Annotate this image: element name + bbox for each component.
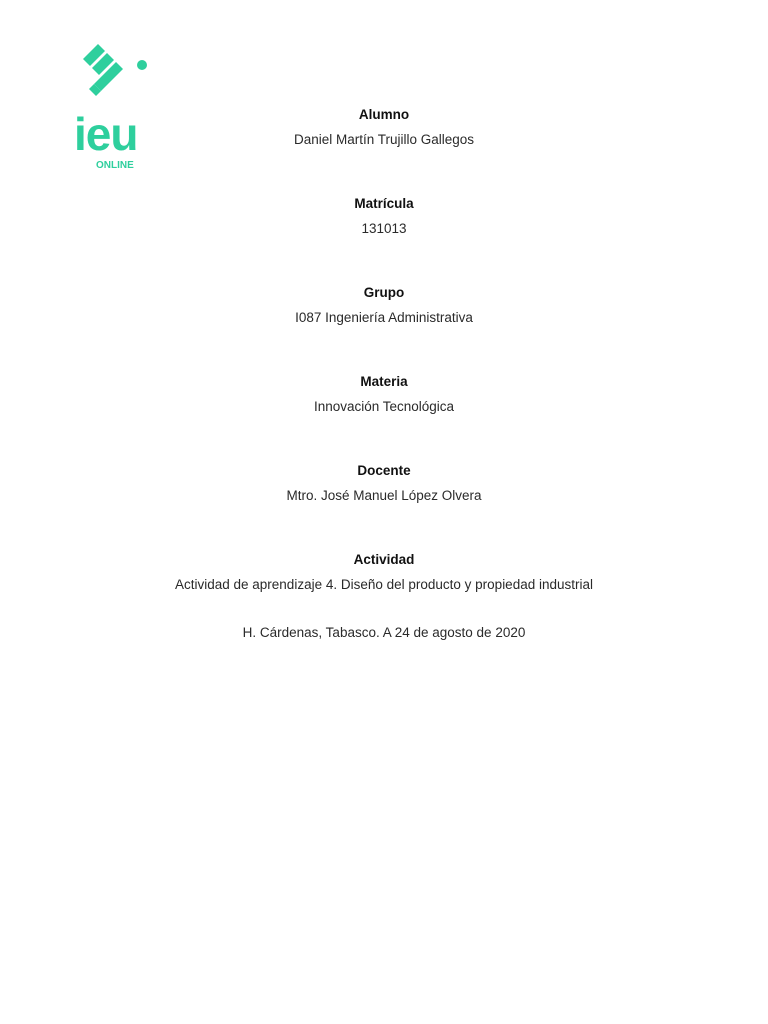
field-value: 131013 xyxy=(361,221,407,236)
field-value: Daniel Martín Trujillo Gallegos xyxy=(293,132,475,147)
field-label: Matrícula xyxy=(354,196,414,211)
field-value: Actividad de aprendizaje 4. Diseño del producto y propiedad industrial xyxy=(174,577,593,592)
field-label: Alumno xyxy=(358,107,410,122)
field-docente xyxy=(0,463,768,504)
field-value: I087 Ingeniería Administrativa xyxy=(295,310,473,325)
field-grupo xyxy=(0,285,768,326)
logo-mark xyxy=(81,44,147,96)
field-label: Materia xyxy=(360,374,408,389)
field-label: Actividad xyxy=(353,552,415,567)
field-materia xyxy=(0,374,768,415)
field-alumno xyxy=(0,107,768,148)
field-label: Docente xyxy=(357,463,411,478)
place-date: H. Cárdenas, Tabasco. A 24 de agosto de 2020 xyxy=(242,625,526,640)
field-value: Innovación Tecnológica xyxy=(313,399,455,414)
field-actividad xyxy=(0,552,768,593)
logo-wordmark: ieu xyxy=(74,108,138,160)
field-label: Grupo xyxy=(363,285,405,300)
field-value: Mtro. José Manuel López Olvera xyxy=(286,488,482,503)
logo-subtext: ONLINE xyxy=(96,160,134,171)
field-matricula xyxy=(0,196,768,237)
